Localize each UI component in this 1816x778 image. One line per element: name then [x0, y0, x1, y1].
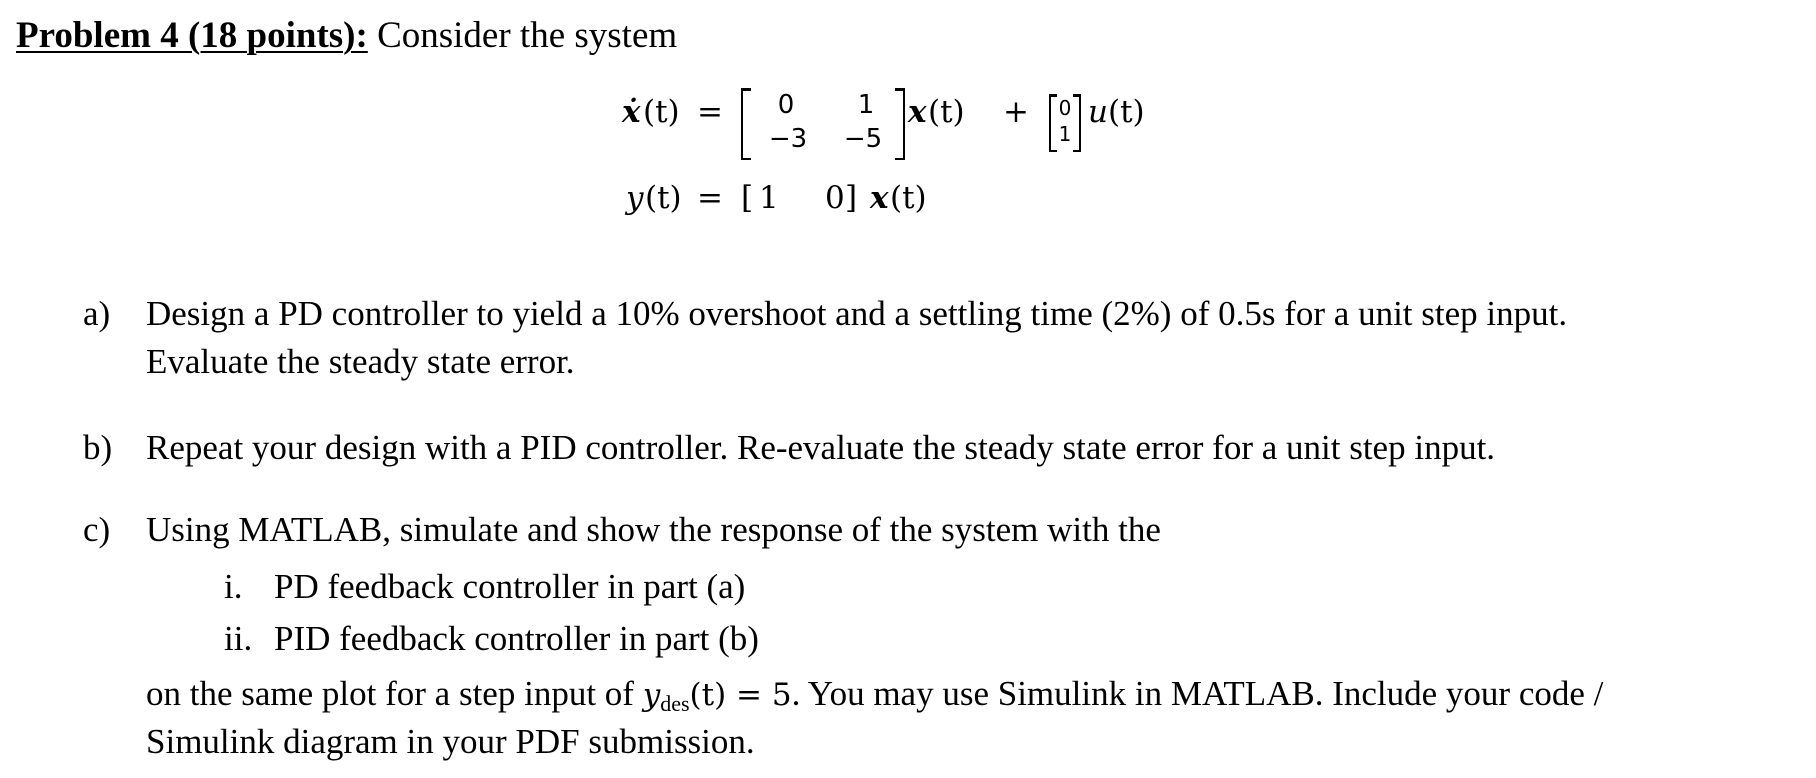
- problem-intro: Consider the system: [367, 15, 678, 56]
- part-b-label: b): [83, 428, 113, 467]
- part-c-item-ii-label: ii.: [224, 619, 253, 658]
- matrix-a-11: 0: [777, 90, 795, 120]
- part-b-line1: Repeat your design with a PID controller. Re-evaluate the steady state error for a unit step input.: [146, 428, 1496, 467]
- part-c-line3: [146, 674, 1603, 717]
- ydes-symbol: y: [642, 677, 661, 713]
- part-a-line1: Design a PD controller to yield a 10% overshoot and a settling time (2%) of 0.5s for a unit step input.: [146, 294, 1568, 333]
- part-c-item-ii-text: PID feedback controller in part (b): [274, 619, 759, 658]
- xdot-arg: (t): [643, 94, 680, 130]
- matrix-c-1: 1: [759, 180, 779, 216]
- part-a-label: a): [83, 294, 111, 333]
- problem-title: [16, 14, 677, 57]
- x-arg-2: (t): [890, 180, 927, 216]
- part-c-line3-post: . You may use Simulink in MATLAB. Include your code /: [791, 674, 1604, 713]
- problem-heading: Problem 4 (18 points):: [16, 15, 368, 56]
- ydes-value: (t) = 5: [689, 677, 792, 713]
- y-arg: (t): [645, 180, 682, 216]
- y-symbol: y: [626, 180, 644, 216]
- matrix-b-1: 0: [1058, 96, 1072, 120]
- part-c-item-i-text: PD feedback controller in part (a): [274, 567, 746, 606]
- part-c-line3-pre: on the same plot for a step input of: [146, 674, 643, 713]
- equals-sign-2: =: [697, 180, 723, 216]
- x-vector-2: x: [870, 180, 889, 216]
- matrix-a: [741, 88, 905, 160]
- matrix-c-open: [: [741, 180, 754, 216]
- matrix-b: [1049, 94, 1081, 152]
- matrix-c-2: 0: [825, 180, 845, 216]
- part-c-line1: Using MATLAB, simulate and show the response of the system with the: [146, 510, 1161, 549]
- equals-sign-1: =: [697, 94, 723, 130]
- matrix-c-close: ]: [845, 180, 858, 216]
- u-symbol: u: [1088, 94, 1108, 130]
- matrix-b-2: 1: [1058, 122, 1072, 146]
- x-vector-1: x: [908, 94, 927, 130]
- u-arg: (t): [1108, 94, 1145, 130]
- x-arg-1: (t): [928, 94, 965, 130]
- plus-sign: +: [1003, 94, 1029, 130]
- xdot-symbol: ẋ: [622, 94, 641, 130]
- part-c-item-i-label: i.: [224, 567, 243, 606]
- part-c-line4: Simulink diagram in your PDF submission.: [146, 722, 755, 761]
- part-a-line2: Evaluate the steady state error.: [146, 342, 575, 381]
- matrix-a-22: −5: [843, 124, 883, 154]
- matrix-a-21: −3: [768, 124, 808, 154]
- matrix-a-12: 1: [857, 90, 875, 120]
- part-c-label: c): [83, 510, 111, 549]
- ydes-subscript: des: [660, 691, 690, 716]
